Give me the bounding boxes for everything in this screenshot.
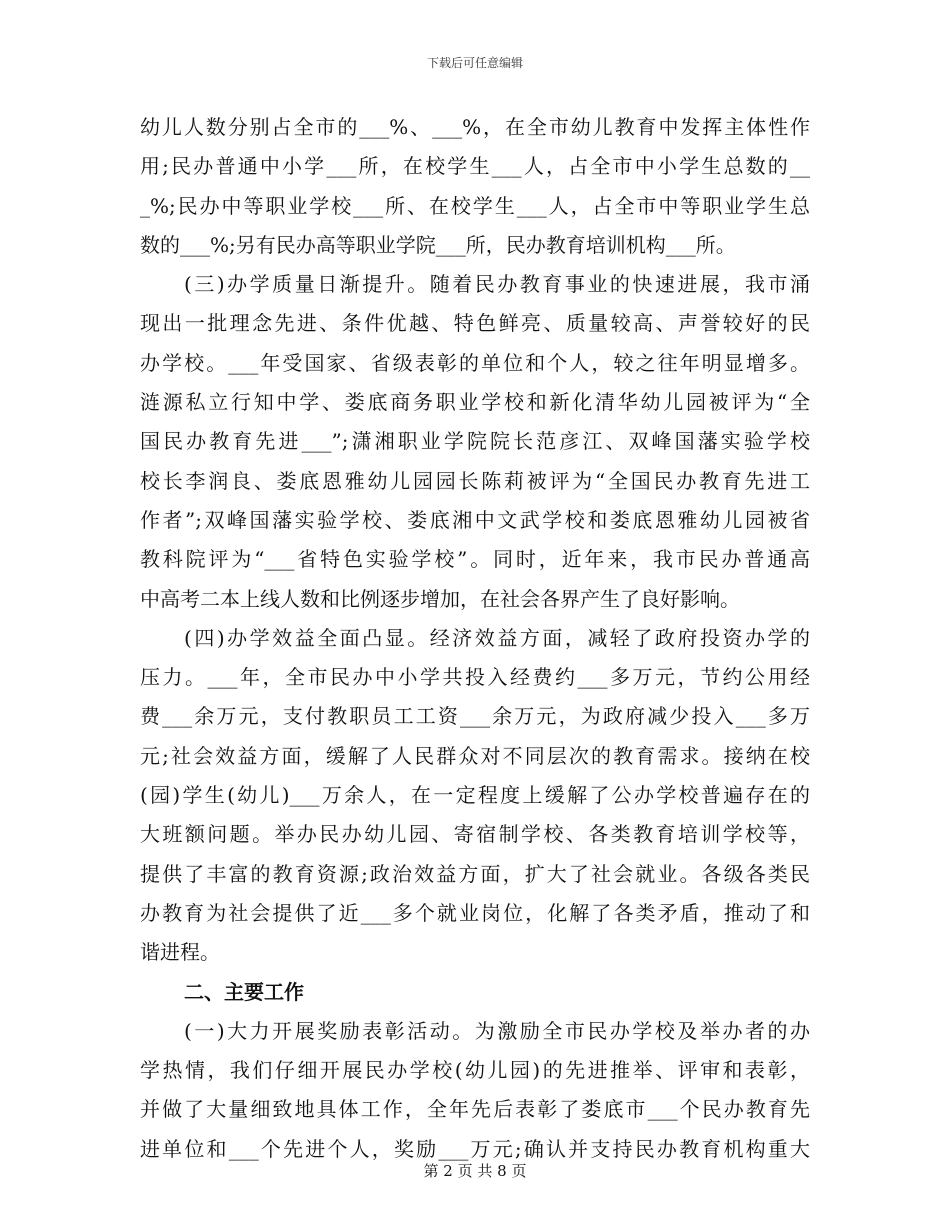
text-line: 国民办教育先进___”;潇湘职业学院院长范彦江、双峰国藩实验学校 [140,429,810,454]
text-line: 办学校。___年受国家、省级表彰的单位和个人，较之往年明显增多。 [140,350,810,375]
text-line: (四)办学效益全面凸显。经济效益方面，减轻了政府投资办学的 [184,625,810,650]
text-line: 压力。___年，全市民办中小学共投入经费约___多万元，节约公用经 [140,665,810,690]
text-line: 现出一批理念先进、条件优越、特色鲜亮、质量较高、声誉较好的民 [140,311,810,336]
text-line: 教科院评为“___省特色实验学校”。同时，近年来，我市民办普通高 [140,547,810,572]
text-line: 提供了丰富的教育资源;政治效益方面，扩大了社会就业。各级各类民 [140,861,810,886]
text-line: 用;民办普通中小学___所，在校学生___人，占全市中小学生总数的__ [140,154,810,179]
text-line: _%;民办中等职业学校___所、在校学生___人，占全市中等职业学生总 [140,193,810,218]
page-header: 下载后可任意编辑 [426,56,523,70]
text-line: (一)大力开展奖励表彰活动。为激励全市民办学校及举办者的办 [184,1018,810,1043]
text-line: (园)学生(幼儿)___万余人，在一定程度上缓解了公办学校普遍存在的 [140,783,810,808]
text-line: 中高考二本上线人数和比例逐步增加，在社会各界产生了良好影响。 [140,586,740,611]
text-line: 进单位和___个先进个人，奖励___万元;确认并支持民办教育机构重大 [140,1136,810,1161]
text-line: 学热情，我们仔细开展民办学校(幼儿园)的先进推举、评审和表彰， [140,1058,810,1083]
text-line: 作者”;双峰国藩实验学校、娄底湘中文武学校和娄底恩雅幼儿园被省 [140,507,810,532]
document-body [140,108,810,1169]
text-line: 元;社会效益方面，缓解了人民群众对不同层次的教育需求。接纳在校 [140,743,810,768]
text-line: 大班额问题。举办民办幼儿园、寄宿制学校、各类教育培训学校等， [140,822,810,847]
text-line: 幼儿人数分别占全市的___%、___%，在全市幼儿教育中发挥主体性作 [140,115,810,139]
text-line: 费___余万元，支付教职员工工资___余万元，为政府减少投入___多万 [140,704,810,729]
page-footer: 第 2 页 共 8 页 [423,1162,527,1180]
text-line: 并做了大量细致地具体工作，全年先后表彰了娄底市___个民办教育先 [140,1097,810,1122]
text-line: 涟源私立行知中学、娄底商务职业学校和新化清华幼儿园被评为“全 [140,390,810,415]
text-line: 谐进程。 [140,940,220,965]
text-line: (三)办学质量日渐提升。随着民办教育事业的快速进展，我市涌 [184,272,810,297]
text-line: 校长李润良、娄底恩雅幼儿园园长陈莉被评为“全国民办教育先进工 [140,468,810,493]
text-line: 数的___%;另有民办高等职业学院___所，民办教育培训机构___所。 [140,232,736,257]
text-line: 办教育为社会提供了近___多个就业岗位，化解了各类矛盾，推动了和 [140,900,810,925]
section-heading: 二、主要工作 [184,979,304,1004]
